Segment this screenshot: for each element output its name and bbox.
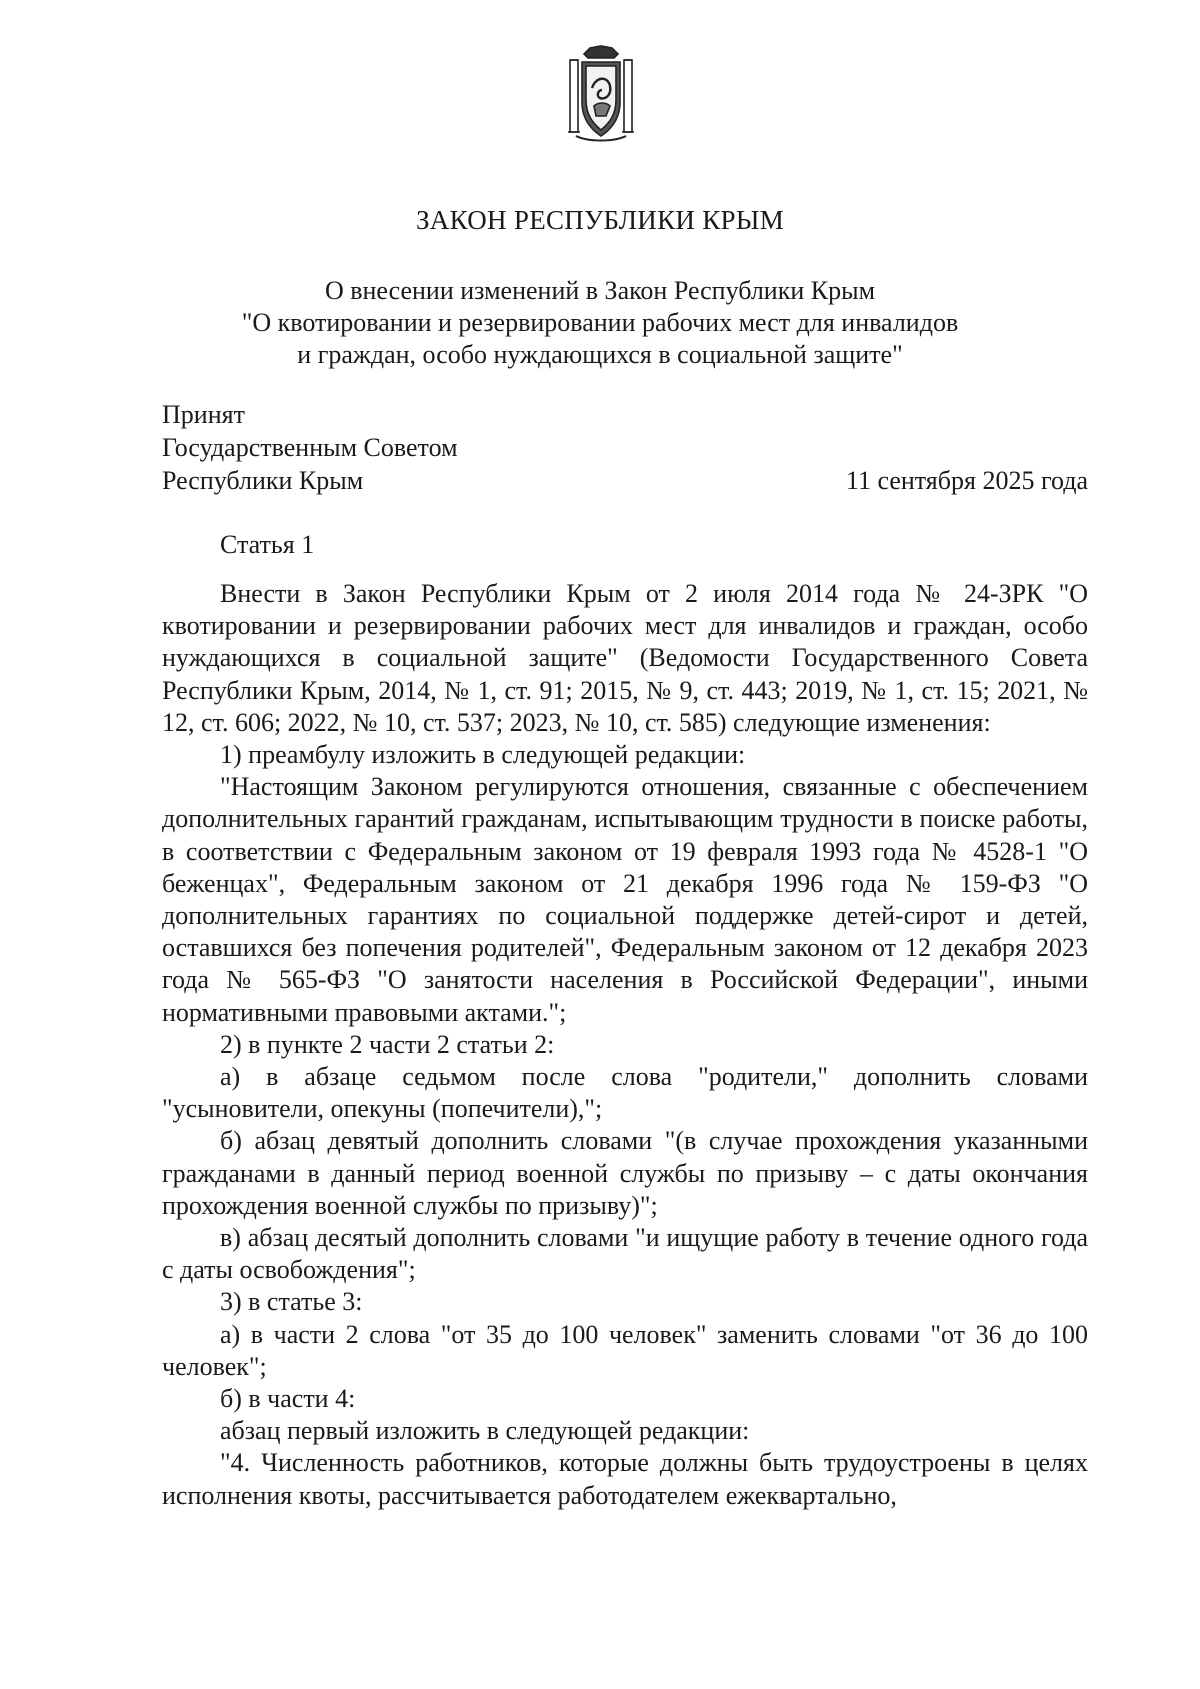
article-body [162, 578, 1088, 1512]
subtitle-line: "О квотировании и резервировании рабочих мест для инвалидов [241, 308, 959, 337]
adopted-by [162, 398, 458, 497]
paragraph: Внести в Закон Республики Крым от 2 июля 2014 года № 24-ЗРК "О квотировании и резервировании рабочих мест для инвалидов и граждан, особо нуждающихся в социальной защите" (Ведомости Государственного Совета Республики Крым, 2014, № 1, ст. 91; 2015, № 9, ст. 443; 2019, № 1, ст. 15; 2021, № 12, ст. 606; 2022, № 10, ст. 537; 2023, № 10, ст. 585) следующие изменения: [162, 579, 1088, 737]
adopted-line: Республики Крым [162, 466, 364, 495]
subtitle-line: и граждан, особо нуждающихся в социальной защите" [297, 340, 903, 369]
adopted-date: 11 сентября 2025 года [845, 466, 1088, 495]
paragraph: в) абзац десятый дополнить словами "и ищущие работу в течение одного года с даты освобождения"; [162, 1223, 1088, 1285]
paragraph: "4. Численность работников, которые должны быть трудоустроены в целях исполнения квоты, рассчитывается работодателем ежеквартально, [162, 1448, 1088, 1510]
paragraph: а) в части 2 слова "от 35 до 100 человек" заменить словами "от 36 до 100 человек"; [162, 1319, 1088, 1381]
adopted-line: Принят [162, 400, 245, 429]
law-subtitle [0, 275, 1200, 371]
coat-of-arms-icon [562, 44, 640, 144]
adopted-line: Государственным Советом [162, 433, 458, 462]
paragraph: 2) в пункте 2 части 2 статьи 2: [220, 1029, 555, 1059]
paragraph: 1) преамбулу изложить в следующей редакции: [220, 740, 746, 770]
paragraph: "Настоящим Законом регулируются отношения, связанные с обеспечением дополнительных гарантий гражданам, испытывающим трудности в поиске работы, в соответствии с Федеральным законом от 19 февраля 1993 года № 4528-1 "О беженцах", Федеральным законом от 21 декабря 1996 года № 159-ФЗ "О дополнительных гарантиях по социальной поддержке детей-сирот и детей, оставшихся без попечения родителей", Федеральным законом от 12 декабря 2023 года № 565-ФЗ "О занятости населения в Российской Федерации", иными нормативными правовыми актами."; [162, 772, 1088, 1027]
paragraph: а) в абзаце седьмом после слова "родители," дополнить словами "усыновители, опекуны (попечители),"; [162, 1062, 1088, 1124]
subtitle-line: О внесении изменений в Закон Республики Крым [324, 276, 876, 305]
paragraph: б) абзац девятый дополнить словами "(в случае прохождения указанными гражданами в данный период военной службы по призыву – с даты окончания прохождения военной службы по призыву)"; [162, 1126, 1088, 1220]
paragraph: абзац первый изложить в следующей редакции: [220, 1416, 750, 1446]
paragraph: б) в части 4: [220, 1384, 356, 1414]
paragraph: 3) в статье 3: [220, 1287, 363, 1317]
law-heading: ЗАКОН РЕСПУБЛИКИ КРЫМ [415, 205, 785, 235]
article-title: Статья 1 [220, 530, 315, 559]
